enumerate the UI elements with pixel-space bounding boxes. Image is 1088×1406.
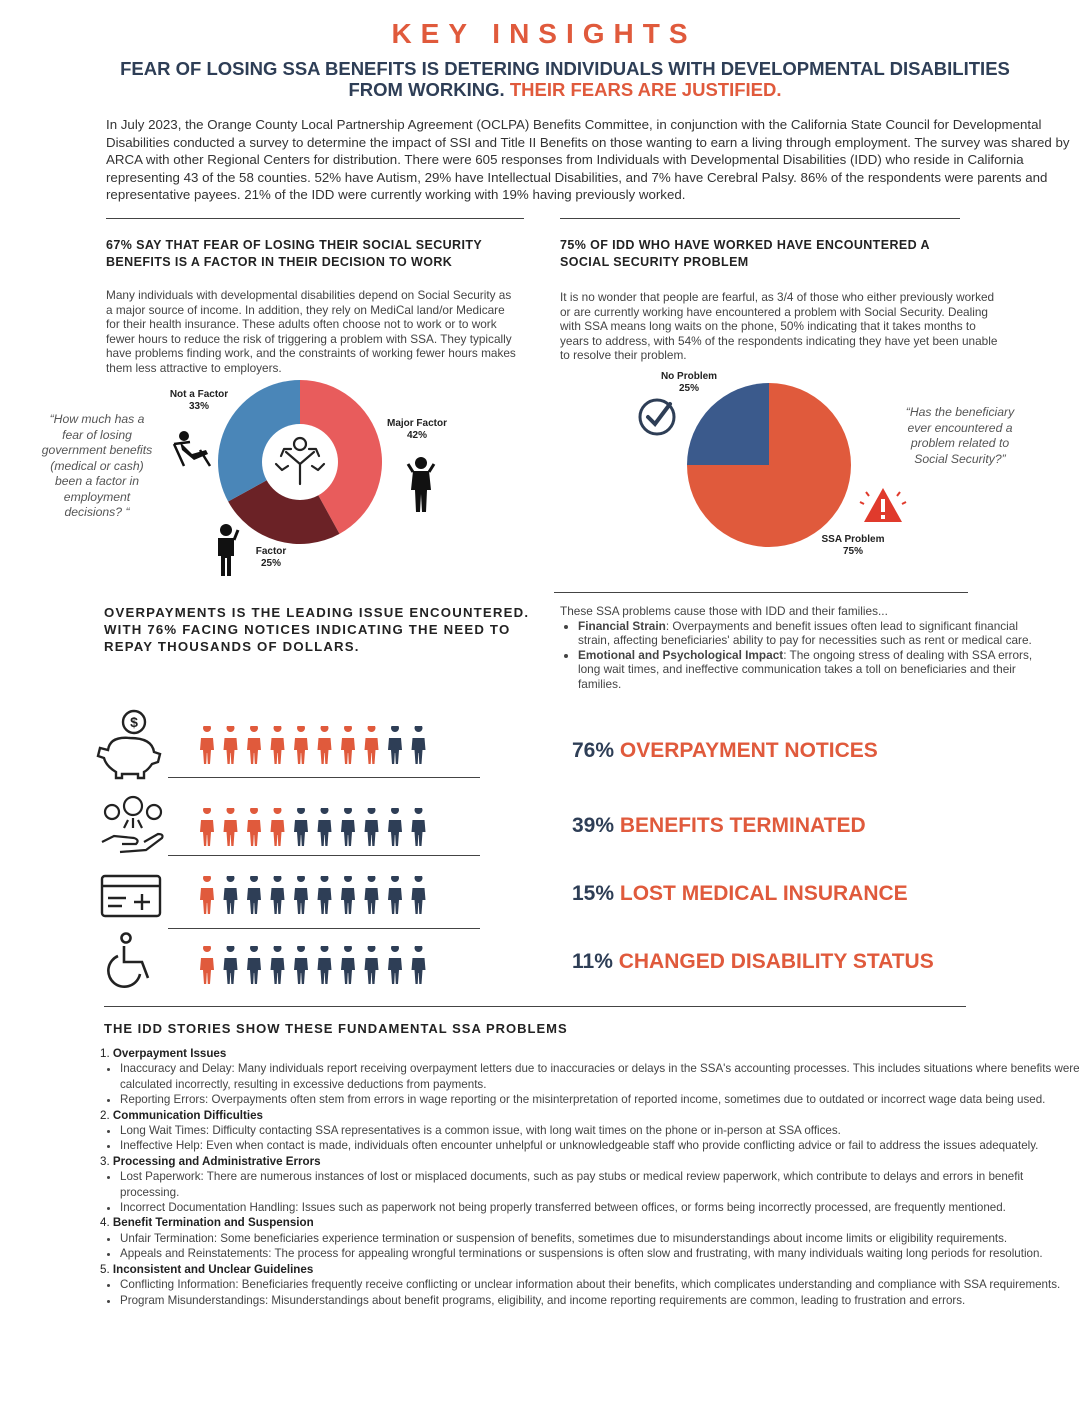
stat-pct: 76% bbox=[572, 739, 615, 762]
person-icon bbox=[388, 808, 402, 846]
person-icon bbox=[365, 876, 379, 914]
overpayment-heading: OVERPAYMENTS IS THE LEADING ISSUE ENCOUNTERED. WITH 76% FACING NOTICES INDICATING THE NEED TO REPAY THOUSANDS OF DOLLARS. bbox=[104, 605, 530, 654]
divider bbox=[168, 928, 480, 929]
person-icon bbox=[412, 808, 426, 846]
list-item: • Lost Paperwork: There are numerous instances of lost or misplaced documents, such as pay stubs or medical review paperwork, which contribute to delays and errors in benefit processing. bbox=[120, 1169, 1080, 1200]
person-icon bbox=[412, 726, 426, 764]
stat-pct: 11% bbox=[572, 950, 613, 973]
bullet-bold: Emotional and Psychological Impact bbox=[578, 647, 784, 662]
subtitle-main: FEAR OF LOSING SSA BENEFITS IS DETERING INDIVIDUALS WITH DEVELOPMENTAL DISABILITIES FROM WORKING. bbox=[120, 58, 1010, 100]
list-item: • Program Misunderstandings: Misunderstandings about benefit programs, eligibility, and income reporting requirements are common, leading to frustration and errors. bbox=[120, 1293, 1080, 1308]
person-icon bbox=[200, 946, 214, 984]
person-icon bbox=[247, 726, 261, 764]
bullet-bold: Financial Strain bbox=[578, 618, 666, 633]
donut-label-factor bbox=[236, 546, 306, 570]
donut-label-major-factor bbox=[378, 418, 456, 442]
divider bbox=[554, 592, 968, 593]
person-icon bbox=[341, 876, 355, 914]
story-group-title bbox=[100, 1262, 1080, 1277]
person-icon bbox=[271, 726, 285, 764]
donut-label-not-factor bbox=[160, 389, 238, 413]
group-num: 3. bbox=[100, 1154, 110, 1168]
story-group-title bbox=[100, 1046, 1080, 1061]
person-icon bbox=[365, 946, 379, 984]
people-row-terminated bbox=[200, 808, 436, 848]
warning-icon bbox=[858, 484, 908, 526]
page-title: KEY INSIGHTS bbox=[391, 18, 697, 49]
person-icon bbox=[341, 946, 355, 984]
person-icon bbox=[294, 726, 308, 764]
label-name: Factor bbox=[255, 546, 287, 557]
list-item: • Long Wait Times: Difficulty contacting SSA representatives is a common issue, with long wait times on the phone or in-person at SSA offices. bbox=[120, 1123, 1080, 1138]
subtitle-highlight: THEIR FEARS ARE JUSTIFIED. bbox=[509, 79, 782, 100]
person-icon bbox=[341, 726, 355, 764]
checkmark-icon bbox=[636, 396, 678, 438]
pie-label-ssa-problem bbox=[810, 534, 896, 558]
person-icon bbox=[412, 946, 426, 984]
group-title: Overpayment Issues bbox=[112, 1047, 227, 1060]
person-icon bbox=[224, 808, 238, 846]
stat-label: CHANGED DISABILITY STATUS bbox=[618, 950, 934, 973]
list-item: • Ineffective Help: Even when contact is made, individuals often encounter unhelpful or unknowledgeable staff who provide conflicting advice or fail to address the issues adequately. bbox=[120, 1138, 1080, 1153]
people-row-insurance bbox=[200, 876, 436, 916]
label-name: Not a Factor bbox=[169, 389, 229, 400]
person-icon bbox=[388, 726, 402, 764]
person-icon bbox=[365, 808, 379, 846]
stat-overpayment bbox=[572, 739, 878, 763]
label-value: 25% bbox=[678, 383, 699, 394]
person-icon bbox=[247, 876, 261, 914]
person-icon bbox=[224, 876, 238, 914]
list-item bbox=[578, 619, 1050, 648]
impact-intro: These SSA problems cause those with IDD and their families... bbox=[560, 604, 888, 618]
person-icon bbox=[224, 946, 238, 984]
person-icon bbox=[318, 726, 332, 764]
person-icon bbox=[388, 946, 402, 984]
person-icon bbox=[412, 876, 426, 914]
bullet-text: : The ongoing stress of dealing with SSA errors, long wait times, and ineffective communication takes a toll on beneficiaries and their families. bbox=[578, 647, 1033, 691]
label-name: SSA Problem bbox=[821, 534, 885, 545]
list-item: • Incorrect Documentation Handling: Issues such as paperwork not being properly transferred between offices, or forms being incorrectly processed, are frequently mentioned. bbox=[120, 1200, 1080, 1215]
list-item bbox=[578, 648, 1050, 692]
divider bbox=[104, 1006, 966, 1007]
fear-factor-quote: “How much has a fear of losing government benefits (medical or cash) been a factor in employment decisions? “ bbox=[41, 412, 153, 519]
label-value: 75% bbox=[842, 546, 863, 557]
intro-paragraph: In July 2023, the Orange County Local Partnership Agreement (OCLPA) Benefits Committee, in conjunction with the California State Council for Developmental Disabilities conducted a survey to determine the impact of SSI and Title II Benefits on those wanting to earn a living through employment. The survey was shared by ARCA with other Regional Centers for distribution. There were 605 responses from Individuals with Developmental Disabilities (IDD) who reside in California representing 43 of the 58 counties. 52% have Autism, 29% have Intellectual Disabilities, and 7% have Cerebral Palsy. 86% of the respondents were parents and representative payees. 21% of the IDD were currently working with 19% having previously worked. bbox=[106, 117, 1070, 203]
list-item: • Inaccuracy and Delay: Many individuals report receiving overpayment letters due to inaccuracies or delays in the SSA's accounting processes. This includes situations where benefits were calculated incorrectly, resulting in excessive deductions from payments. bbox=[120, 1061, 1080, 1092]
story-group bbox=[100, 1108, 1080, 1154]
people-row-overpayment bbox=[200, 726, 436, 766]
divider bbox=[560, 218, 960, 219]
person-icon bbox=[294, 946, 308, 984]
stressed-person-icon bbox=[404, 454, 438, 512]
insurance-card-icon bbox=[100, 874, 164, 920]
fear-factor-body: Many individuals with developmental disabilities depend on Social Security as a major source of income. In addition, they rely on MediCal land/or Medicare for their health insurance. These adults often choose not to work or to work fewer hours to reduce the risk of triggering a problem with SSA. They typically have problems finding work, and the constraints of working fewer hours makes them less attractive to employers. bbox=[106, 288, 516, 375]
people-row-disability bbox=[200, 946, 436, 986]
person-icon bbox=[318, 876, 332, 914]
wheelchair-icon bbox=[104, 932, 156, 988]
label-name: Major Factor bbox=[386, 418, 447, 429]
person-icon bbox=[224, 726, 238, 764]
donut-center bbox=[262, 424, 338, 500]
impact-list bbox=[560, 619, 1050, 692]
story-group-title bbox=[100, 1154, 1080, 1169]
list-item: • Reporting Errors: Overpayments often stem from errors in wage reporting or the misinterpretation of reported income, sometimes due to outdated or incorrect wage data being used. bbox=[120, 1092, 1080, 1107]
ssa-problem-heading: 75% OF IDD WHO HAVE WORKED HAVE ENCOUNTERED A SOCIAL SECURITY PROBLEM bbox=[560, 238, 930, 269]
story-group-title bbox=[100, 1215, 1080, 1230]
person-icon bbox=[200, 808, 214, 846]
stat-label: BENEFITS TERMINATED bbox=[619, 814, 866, 837]
person-icon bbox=[365, 726, 379, 764]
group-num: 1. bbox=[100, 1047, 110, 1060]
confused-person-icon bbox=[210, 522, 242, 576]
stories-list bbox=[100, 1046, 1080, 1308]
person-icon bbox=[271, 876, 285, 914]
person-icon bbox=[271, 946, 285, 984]
person-icon bbox=[200, 726, 214, 764]
person-icon bbox=[271, 808, 285, 846]
stat-label: LOST MEDICAL INSURANCE bbox=[619, 882, 908, 905]
group-title: Communication Difficulties bbox=[112, 1108, 263, 1122]
person-icon bbox=[294, 808, 308, 846]
ssa-problem-body: It is no wonder that people are fearful, as 3/4 of those who either previously worked or are currently working have encountered a problem with Social Security. Dealing with SSA means long waits on the phone, 50% indicating that it takes months to years to address, with 54% of the respondents indicating they have yet been unable to resolve their problem. bbox=[560, 290, 998, 363]
group-title: Inconsistent and Unclear Guidelines bbox=[112, 1262, 314, 1276]
label-value: 25% bbox=[260, 558, 281, 569]
pie-label-no-problem bbox=[650, 371, 728, 395]
stories-heading: THE IDD STORIES SHOW THESE FUNDAMENTAL SSA PROBLEMS bbox=[104, 1021, 568, 1036]
divider bbox=[168, 777, 480, 778]
divider bbox=[106, 218, 524, 219]
ssa-problem-quote: “Has the beneficiary ever encountered a problem related to Social Security?” bbox=[905, 405, 1015, 466]
label-value: 42% bbox=[406, 430, 427, 441]
impact-section bbox=[560, 604, 1050, 692]
label-value: 33% bbox=[188, 401, 209, 412]
person-icon bbox=[247, 808, 261, 846]
group-title: Processing and Administrative Errors bbox=[112, 1154, 321, 1168]
group-num: 5. bbox=[100, 1262, 110, 1276]
person-icon bbox=[247, 946, 261, 984]
person-icon bbox=[294, 876, 308, 914]
story-group bbox=[100, 1046, 1080, 1108]
person-icon bbox=[388, 876, 402, 914]
stat-terminated bbox=[572, 814, 866, 838]
relaxed-person-icon bbox=[170, 428, 216, 470]
benefits-hand-icon bbox=[100, 794, 166, 858]
piggy-bank-icon bbox=[94, 708, 164, 780]
pie-slice-no-problem bbox=[687, 383, 769, 465]
stat-insurance bbox=[572, 882, 908, 906]
person-icon bbox=[318, 808, 332, 846]
person-icon bbox=[200, 876, 214, 914]
story-group bbox=[100, 1262, 1080, 1308]
fear-factor-heading: 67% SAY THAT FEAR OF LOSING THEIR SOCIAL SECURITY BENEFITS IS A FACTOR IN THEIR DECISION TO WORK bbox=[106, 238, 482, 269]
group-title: Benefit Termination and Suspension bbox=[112, 1216, 314, 1230]
stat-label: OVERPAYMENT NOTICES bbox=[619, 739, 878, 762]
divider bbox=[168, 855, 480, 856]
list-item: • Conflicting Information: Beneficiaries frequently receive conflicting or unclear information about their benefits, which complicates understanding and compliance with SSA requirements. bbox=[120, 1277, 1080, 1292]
label-name: No Problem bbox=[660, 371, 718, 382]
person-icon bbox=[318, 946, 332, 984]
stat-pct: 15% bbox=[572, 882, 615, 905]
stat-pct: 39% bbox=[572, 814, 615, 837]
list-item: • Appeals and Reinstatements: The process for appealing wrongful terminations or suspensions is often slow and frustrating, with many individuals waiting long periods for resolution. bbox=[120, 1246, 1080, 1261]
story-group bbox=[100, 1215, 1080, 1261]
group-num: 4. bbox=[100, 1216, 110, 1230]
group-num: 2. bbox=[100, 1108, 110, 1122]
page-subtitle bbox=[100, 58, 1030, 100]
bullet-text: : Overpayments and benefit issues often lead to significant financial strain, affecting beneficiaries' ability to pay for necessities such as rent or medical care. bbox=[578, 618, 1032, 648]
story-group-title bbox=[100, 1108, 1080, 1123]
ssa-pie-chart bbox=[686, 382, 852, 548]
stat-disability bbox=[572, 950, 934, 974]
svg-text:$: $ bbox=[130, 714, 138, 730]
person-icon bbox=[341, 808, 355, 846]
story-group bbox=[100, 1154, 1080, 1216]
list-item: • Unfair Termination: Some beneficiaries experience termination or suspension of benefits, sometimes due to misunderstandings about income limits or eligibility requirements. bbox=[120, 1231, 1080, 1246]
